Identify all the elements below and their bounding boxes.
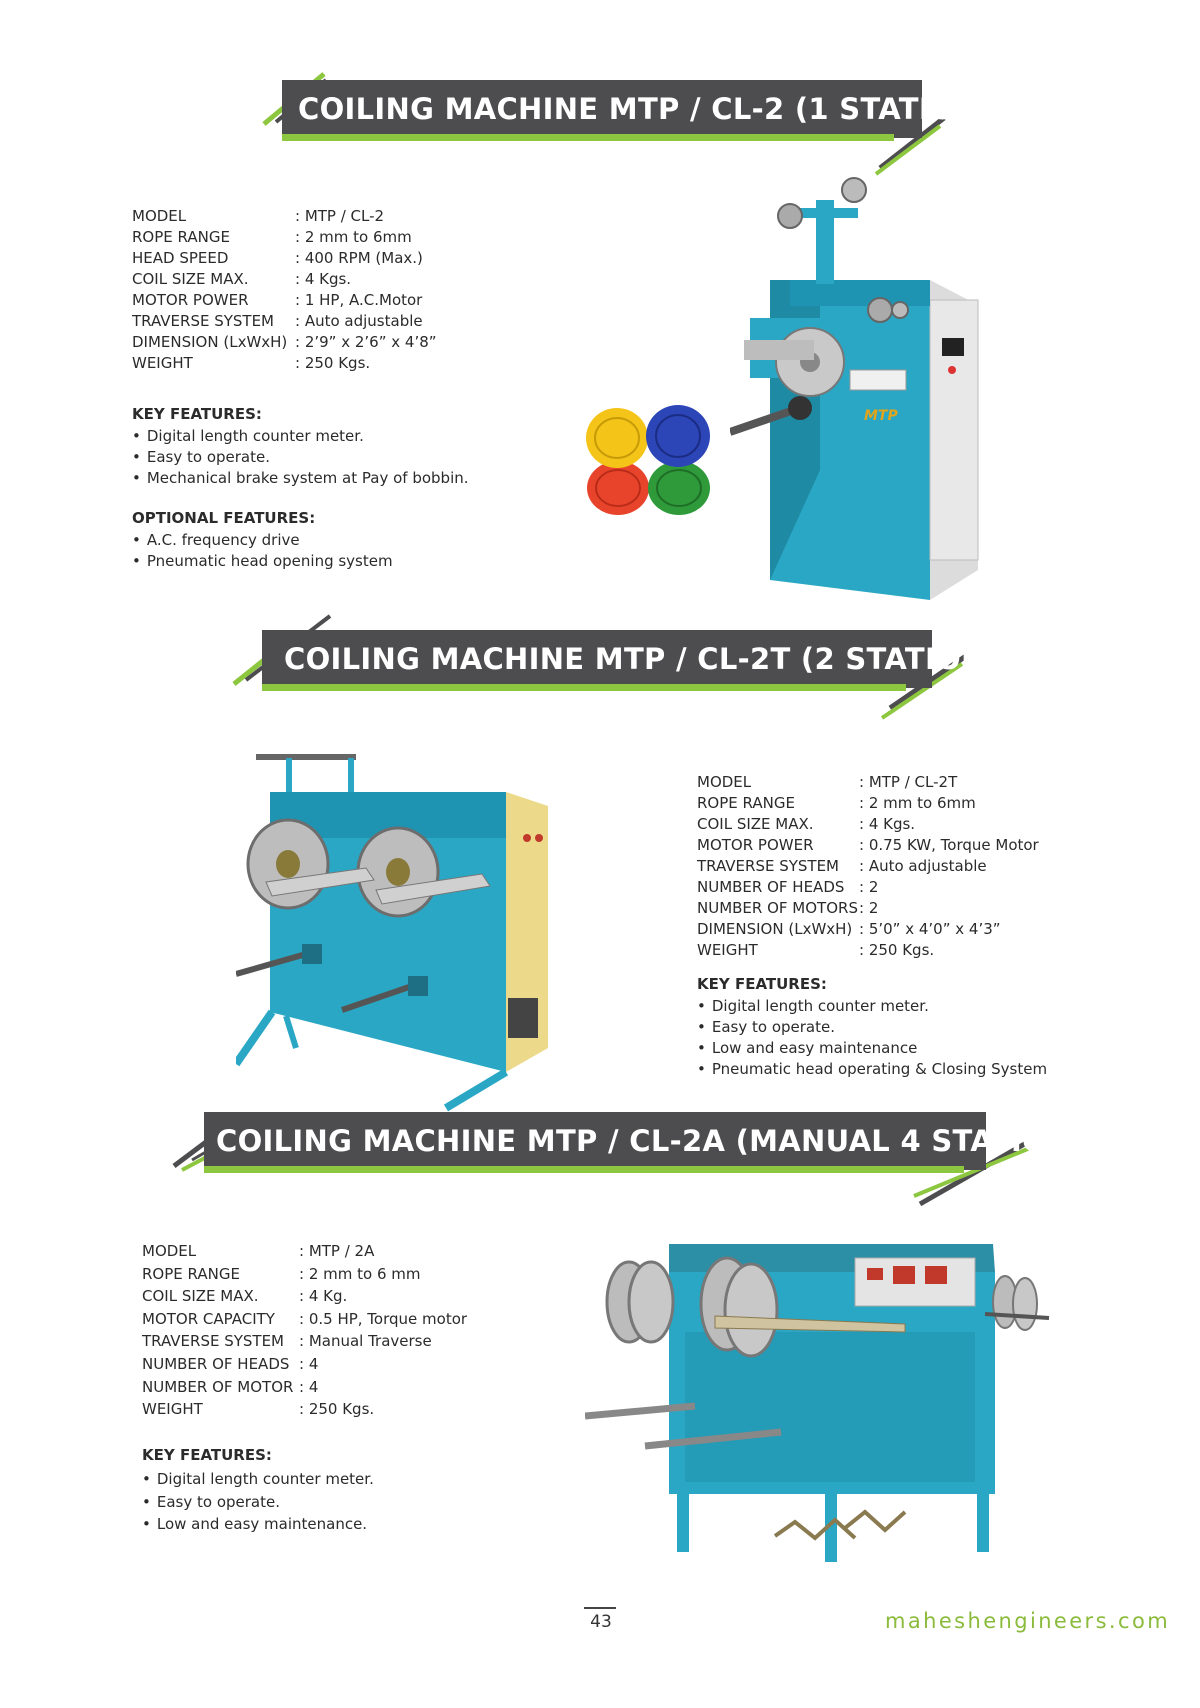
- page-number: 43: [590, 1612, 612, 1632]
- spec-row: ROPE RANGE : 2 mm to 6mm: [132, 228, 412, 246]
- spec-row: HEAD SPEED : 400 RPM (Max.): [132, 249, 423, 267]
- svg-text:MTP: MTP: [864, 408, 898, 424]
- spec-row: DIMENSION (LxWxH) : 5’0” x 4’0” x 4’3”: [697, 920, 1001, 938]
- rope-coils-image: [584, 400, 714, 518]
- spec-row: WEIGHT : 250 Kgs.: [142, 1400, 375, 1419]
- coiling-machine-cl2-image: [730, 170, 1020, 602]
- section-1-key-features: [132, 426, 469, 489]
- list-item: • Easy to operate.: [697, 1017, 1047, 1038]
- page-number-rule: [584, 1607, 616, 1609]
- spec-row: MODEL : MTP / 2A: [142, 1242, 375, 1260]
- section-2-key-features: [697, 996, 1047, 1080]
- section-3-specs: [142, 1240, 467, 1421]
- spec-row: TRAVERSE SYSTEM : Manual Traverse: [142, 1332, 432, 1351]
- section-1-title: COILING MACHINE MTP / CL-2 (1 STATION): [298, 92, 994, 126]
- list-item: • Low and easy maintenance: [697, 1038, 1047, 1059]
- section-1-optional-features: [132, 530, 393, 572]
- section-3-banner: [168, 1072, 1086, 1212]
- spec-row: COIL SIZE MAX. : 4 Kg.: [142, 1287, 348, 1306]
- list-item: • Easy to operate.: [142, 1491, 374, 1514]
- spec-row: MOTOR POWER : 0.75 KW, Torque Motor: [697, 836, 1039, 854]
- spec-row: MOTOR POWER : 1 HP, A.C.Motor: [132, 291, 423, 309]
- list-item: • A.C. frequency drive: [132, 530, 393, 551]
- section-2-banner: [226, 590, 1000, 730]
- spec-row: NUMBER OF MOTOR : 4: [142, 1377, 319, 1396]
- website-url[interactable]: maheshengineers.com: [885, 1609, 1171, 1633]
- section-1-specs: [132, 206, 437, 374]
- spec-row: NUMBER OF MOTORS : 2: [697, 899, 879, 917]
- spec-row: COIL SIZE MAX. : 4 Kgs.: [132, 270, 352, 288]
- spec-row: WEIGHT : 250 Kgs.: [697, 941, 935, 959]
- spec-row: MODEL : MTP / CL-2: [132, 207, 385, 225]
- coiling-machine-cl2a-image: [585, 1232, 1065, 1562]
- list-item: • Digital length counter meter.: [697, 996, 1047, 1017]
- section-3-key-features: [142, 1468, 374, 1536]
- section-1-key-features-title: KEY FEATURES:: [132, 405, 262, 423]
- spec-row: ROPE RANGE : 2 mm to 6mm: [697, 794, 976, 812]
- spec-row: MODEL : MTP / CL-2T: [697, 773, 958, 791]
- spec-row: TRAVERSE SYSTEM : Auto adjustable: [132, 312, 423, 330]
- list-item: • Low and easy maintenance.: [142, 1513, 374, 1536]
- section-3-key-features-title: KEY FEATURES:: [142, 1446, 272, 1464]
- spec-row: WEIGHT : 250 Kgs.: [132, 354, 371, 372]
- spec-row: TRAVERSE SYSTEM : Auto adjustable: [697, 857, 987, 875]
- list-item: • Easy to operate.: [132, 447, 469, 468]
- spec-row: COIL SIZE MAX. : 4 Kgs.: [697, 815, 916, 833]
- section-2-title: COILING MACHINE MTP / CL-2T (2 STATION): [284, 642, 1000, 676]
- section-2-specs: [697, 772, 1039, 961]
- spec-row: ROPE RANGE : 2 mm to 6 mm: [142, 1264, 421, 1283]
- list-item: • Pneumatic head operating & Closing System: [697, 1059, 1047, 1080]
- list-item: • Digital length counter meter.: [142, 1468, 374, 1491]
- spec-row: DIMENSION (LxWxH) : 2’9” x 2’6” x 4’8”: [132, 333, 437, 351]
- spec-row: NUMBER OF HEADS : 4: [142, 1354, 319, 1373]
- section-1-banner: [250, 40, 994, 180]
- coiling-machine-cl2t-image: [236, 748, 576, 1112]
- list-item: • Mechanical brake system at Pay of bobbin.: [132, 468, 469, 489]
- list-item: • Pneumatic head opening system: [132, 551, 393, 572]
- section-3-title: COILING MACHINE MTP / CL-2A (MANUAL 4 STATION): [216, 1124, 1086, 1158]
- spec-row: NUMBER OF HEADS : 2: [697, 878, 879, 896]
- spec-row: MOTOR CAPACITY : 0.5 HP, Torque motor: [142, 1309, 468, 1328]
- section-1-optional-features-title: OPTIONAL FEATURES:: [132, 509, 316, 527]
- section-2-key-features-title: KEY FEATURES:: [697, 975, 827, 993]
- list-item: • Digital length counter meter.: [132, 426, 469, 447]
